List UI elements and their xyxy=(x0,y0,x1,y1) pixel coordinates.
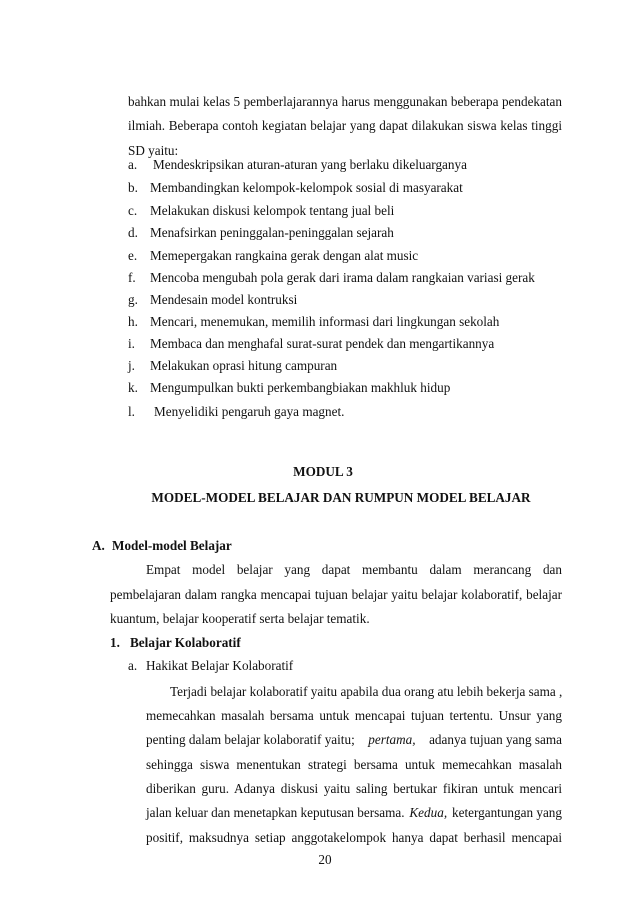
section-a-title: Model-model Belajar xyxy=(112,538,232,553)
subsection-1a-label: a. xyxy=(128,658,138,673)
body-line-2: memecahkan masalah bersama untuk mencapai tujuan tertentu. Unsur yang xyxy=(146,708,562,723)
list-item-text: Mencoba mengubah pola gerak dari irama dalam rangkaian variasi gerak xyxy=(150,270,535,285)
list-item-text: Mendeskripsikan aturan-aturan yang berlaku dikeluarganya xyxy=(153,157,467,172)
body-line-6-emphasis: Kedua, xyxy=(409,805,448,820)
section-a-label: A. xyxy=(92,538,105,553)
intro-line-3: SD yaitu: xyxy=(128,143,179,158)
list-item-label: k. xyxy=(128,380,138,395)
body-line-5: diberikan guru. Adanya diskusi yaitu saling bertukar fikiran untuk mencari xyxy=(146,781,562,796)
body-line-7: positif, maksudnya setiap anggotakelompok hanya dapat berhasil mencapai xyxy=(146,830,562,845)
list-item-label: f. xyxy=(128,270,136,285)
subsection-1-title: Belajar Kolaboratif xyxy=(130,635,241,650)
list-item-text: Menafsirkan peninggalan-peninggalan sejarah xyxy=(150,225,394,240)
list-item-label: j. xyxy=(128,358,135,373)
subsection-1-label: 1. xyxy=(110,635,120,650)
list-item-label: c. xyxy=(128,203,138,218)
body-line-6-c: ketergantungan yang xyxy=(452,805,562,820)
list-item-label: d. xyxy=(128,225,138,240)
module-subtitle: MODEL-MODEL BELAJAR DAN RUMPUN MODEL BELAJAR xyxy=(151,490,531,505)
body-line-1: Terjadi belajar kolaboratif yaitu apabila dua orang atu lebih bekerja sama , xyxy=(170,684,563,699)
body-line-6 xyxy=(146,805,562,821)
list-item-text: Mengumpulkan bukti perkembangbiakan makhluk hidup xyxy=(150,380,451,395)
list-item-text: Memepergakan rangkaina gerak dengan alat music xyxy=(150,248,419,263)
list-item-label: e. xyxy=(128,248,138,263)
list-item-text: Mencari, menemukan, memilih informasi dari lingkungan sekolah xyxy=(150,314,500,329)
list-item-label: l. xyxy=(128,404,135,419)
module-title: MODUL 3 xyxy=(293,464,353,479)
body-line-6-a: jalan keluar dan menetapkan keputusan bersama. xyxy=(146,805,405,820)
list-item-label: g. xyxy=(128,292,138,307)
list-item-text: Menyelidiki pengaruh gaya magnet. xyxy=(154,404,345,419)
intro-line-2: ilmiah. Beberapa contoh kegiatan belajar yang dapat dilakukan siswa kelas tinggi xyxy=(128,118,562,133)
list-item-label: h. xyxy=(128,314,138,329)
intro-line-1: bahkan mulai kelas 5 pemberlajarannya harus menggunakan beberapa pendekatan xyxy=(128,94,562,109)
list-item-text: Membandingkan kelompok-kelompok sosial di masyarakat xyxy=(150,180,463,195)
list-item-text: Membaca dan menghafal surat-surat pendek dan mengartikannya xyxy=(150,336,495,351)
section-a-line-2: pembelajaran dalam rangka mencapai tujuan belajar yaitu belajar kolaboratif, belajar xyxy=(110,587,562,602)
section-a-line-1: Empat model belajar yang dapat membantu dalam merancang dan xyxy=(146,562,562,577)
body-line-3 xyxy=(146,732,562,748)
list-item-text: Mendesain model kontruksi xyxy=(150,292,298,307)
list-item-text: Melakukan oprasi hitung campuran xyxy=(150,358,338,373)
list-item-label: i. xyxy=(128,336,135,351)
subsection-1a-title: Hakikat Belajar Kolaboratif xyxy=(146,658,294,673)
list-item-text: Melakukan diskusi kelompok tentang jual beli xyxy=(150,203,395,218)
page-number: 20 xyxy=(318,852,332,867)
body-line-3-a: penting dalam belajar kolaboratif yaitu; xyxy=(146,732,355,747)
body-line-3-emphasis: pertama, xyxy=(368,732,416,747)
body-line-4: sehingga siswa menentukan strategi bersama untuk memecahkan masalah xyxy=(146,757,562,772)
body-line-3-c: adanya tujuan yang sama xyxy=(429,732,562,747)
list-item-label: a. xyxy=(128,157,138,172)
section-a-line-3: kuantum, belajar kooperatif serta belajar tematik. xyxy=(110,611,370,626)
list-item-label: b. xyxy=(128,180,138,195)
